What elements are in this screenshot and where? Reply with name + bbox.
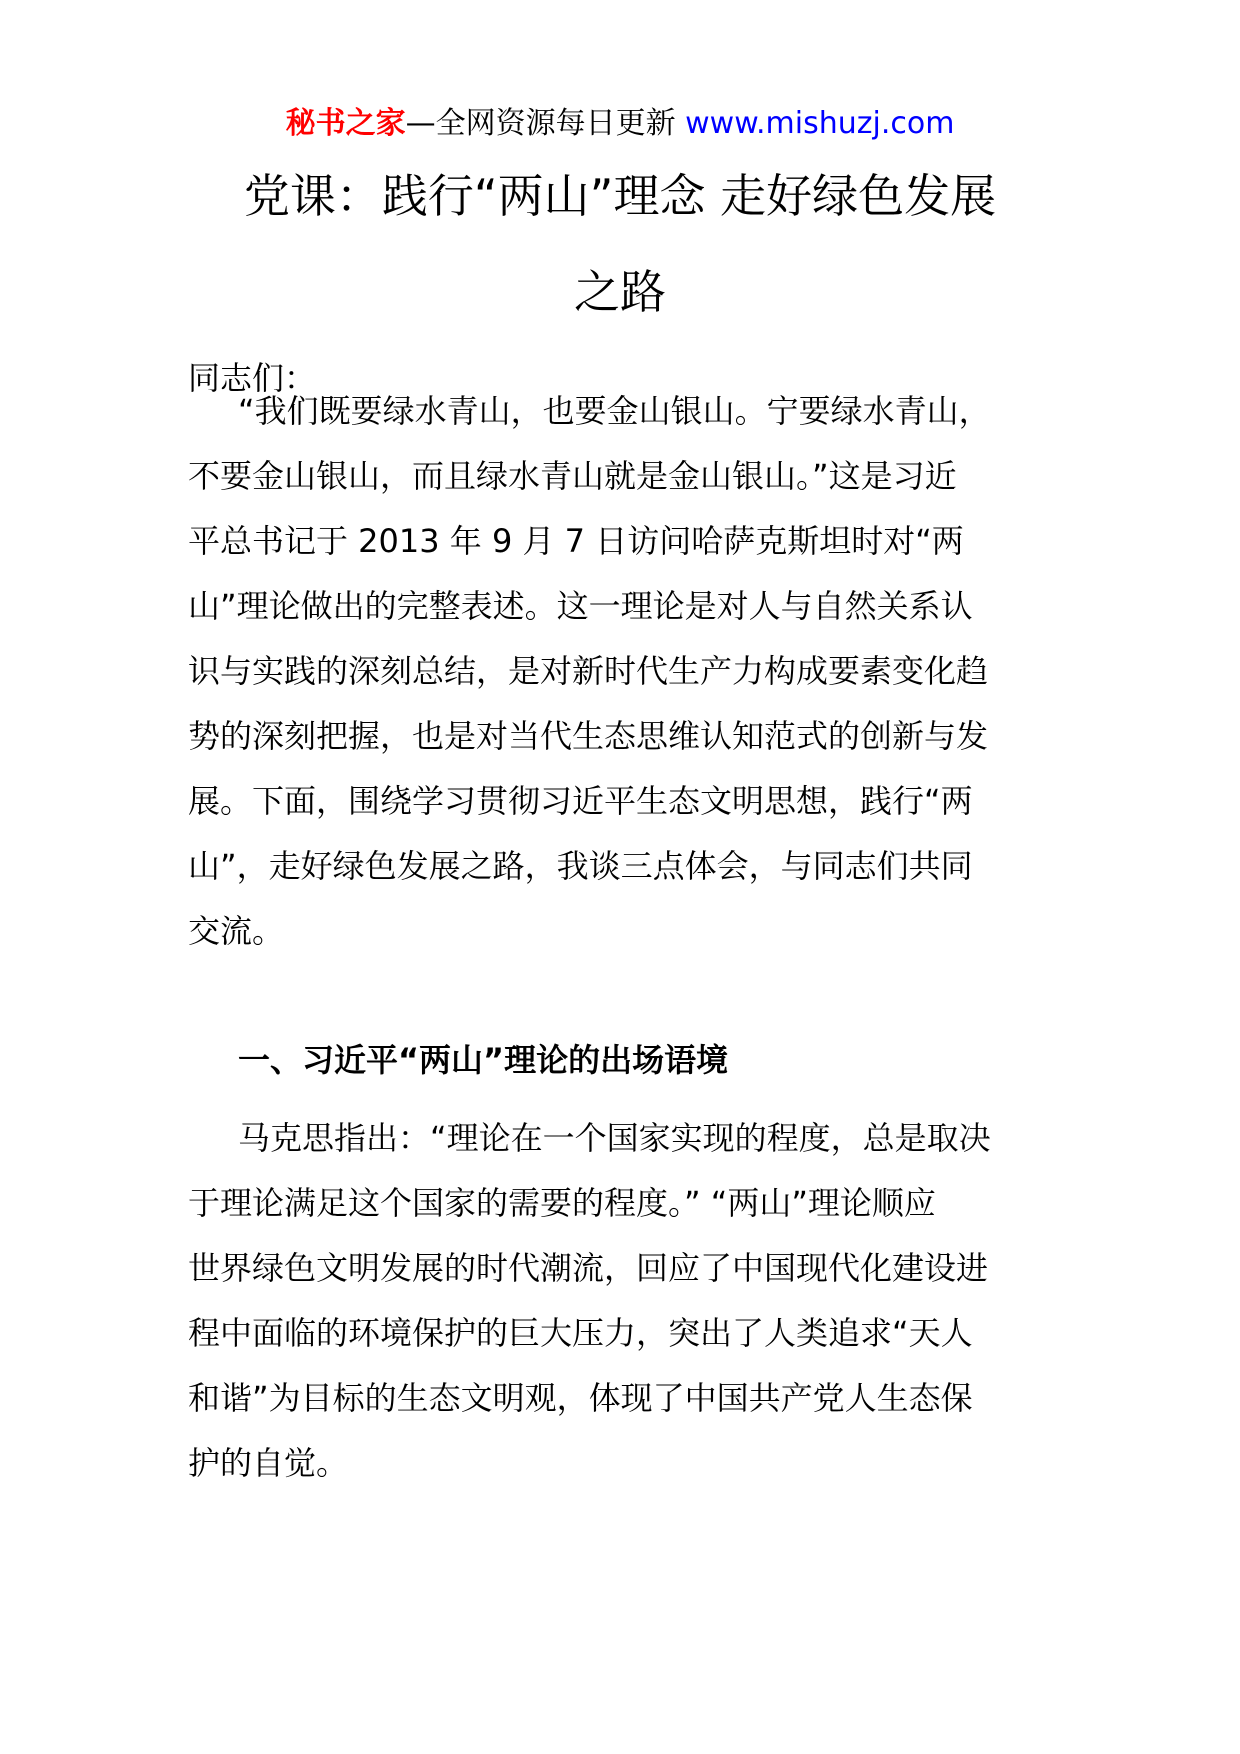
document-title [160,148,1080,340]
watermark-header [0,100,1240,148]
title-line-1: 党课：践行“两山”理念 走好绿色发展 [243,169,997,223]
paragraph-1 [188,379,1058,964]
section-heading-1: 一、习近平“两山”理论的出场语境 [238,1041,729,1079]
title-line-2: 之路 [574,265,666,319]
salutation: 同志们： [188,359,317,397]
paragraph-line: 展。下面，围绕学习贯彻习近平生态文明思想，践行“两 [188,782,973,820]
paragraph-line: 世界绿色文明发展的时代潮流，回应了中国现代化建设进 [188,1249,989,1287]
paragraph-line: 平总书记于 2013 年 9 月 7 日访问哈萨克斯坦时对“两 [188,522,964,560]
paragraph-line: 和谐”为目标的生态文明观，体现了中国共产党人生态保 [188,1379,973,1417]
site-url-link[interactable]: www.mishuzj.com [685,106,955,141]
paragraph-line: 程中面临的环境保护的巨大压力，突出了人类追求“天人 [188,1314,973,1352]
paragraph-2 [188,1106,1058,1496]
paragraph-line: 山”理论做出的完整表述。这一理论是对人与自然关系认 [188,587,973,625]
paragraph-line: “我们既要绿水青山，也要金山银山。宁要绿水青山， [238,392,991,430]
paragraph-line: 马克思指出：“理论在一个国家实现的程度，总是取决 [238,1119,991,1157]
paragraph-line: 交流。 [188,912,285,950]
brand-name: 秘书之家 [285,106,406,141]
paragraph-line: 识与实践的深刻总结，是对新时代生产力构成要素变化趋 [188,652,989,690]
paragraph-line: 于理论满足这个国家的需要的程度。” “两山”理论顺应 [188,1184,936,1222]
paragraph-line: 护的自觉。 [188,1444,349,1482]
paragraph-line: 山”，走好绿色发展之路，我谈三点体会，与同志们共同 [188,847,973,885]
paragraph-line: 势的深刻把握，也是对当代生态思维认知范式的创新与发 [188,717,989,755]
paragraph-line: 不要金山银山，而且绿水青山就是金山银山。”这是习近 [188,457,957,495]
header-tagline: —全网资源每日更新 [405,106,676,141]
